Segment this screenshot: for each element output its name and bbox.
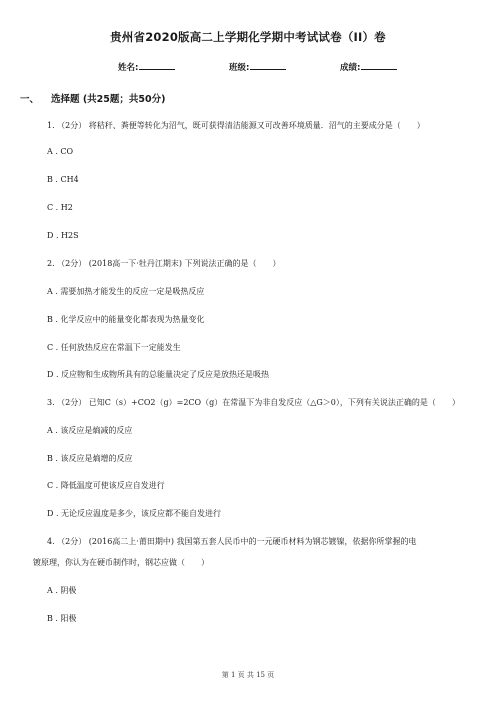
page-footer: 第 1 页 共 15 页 [221,671,275,679]
section-title: 选择题 (共25题；共50分) [51,94,166,105]
score-label: 成绩: [340,63,361,73]
question-1-stem: 1. （2分） 将秸秆、粪便等转化为沼气，既可获得清洁能源又可改善环境质量．沼气的主要成分是（ ） [47,121,425,130]
class-field[interactable] [229,61,286,73]
question-3-option-b[interactable]: B . 该反应是熵增的反应 [47,454,133,463]
section-number: 一、 [20,94,40,105]
question-4-stem-continued: 镀原理，你认为在硬币制作时，钢芯应做（ ） [33,558,209,567]
question-1-option-a[interactable]: A . CO [47,147,74,156]
question-4-option-b[interactable]: B . 阳极 [47,614,77,623]
score-blank[interactable] [361,61,397,70]
page-title: 贵州省2020版高二上学期化学期中考试试卷（II）卷 [110,30,386,44]
name-blank[interactable] [139,61,175,70]
question-1-option-b[interactable]: B . CH4 [47,175,79,184]
question-2-option-a[interactable]: A . 需要加热才能发生的反应一定是吸热反应 [47,287,205,296]
name-label: 姓名: [118,63,139,73]
question-1-option-d[interactable]: D . H2S [47,231,79,240]
question-4-option-a[interactable]: A . 阴极 [47,586,77,595]
question-3-option-a[interactable]: A . 该反应是熵减的反应 [47,426,133,435]
question-3-option-c[interactable]: C . 降低温度可使该反应自发进行 [47,481,165,490]
name-field[interactable] [118,61,175,73]
score-field[interactable] [340,61,397,73]
question-1-option-c[interactable]: C . H2 [47,203,73,212]
question-2-option-d[interactable]: D . 反应物和生成物所具有的总能量决定了反应是放热还是吸热 [47,370,270,379]
question-3-stem: 3. （2分） 已知C（s）+CO2（g）=2CO（g）在常温下为非自发反应（△G＞0），下列有关说法正确的是（ ） [47,398,460,407]
class-blank[interactable] [250,61,286,70]
question-2-option-b[interactable]: B . 化学反应中的能量变化都表现为热量变化 [47,315,205,324]
class-label: 班级: [229,63,250,73]
question-2-stem: 2. （2分） (2018高一下·牡丹江期末) 下列说法正确的是（ ） [47,259,281,268]
question-4-stem: 4. （2分） (2016高二上·莆田期中) 我国第五套人民币中的一元硬币材料为钢芯镀镍，依据你所掌握的电 [47,537,417,546]
section-heading [20,91,165,105]
question-3-option-d[interactable]: D . 无论反应温度是多少，该反应都不能自发进行 [47,509,222,518]
question-2-option-c[interactable]: C . 任何放热反应在常温下一定能发生 [47,343,181,352]
